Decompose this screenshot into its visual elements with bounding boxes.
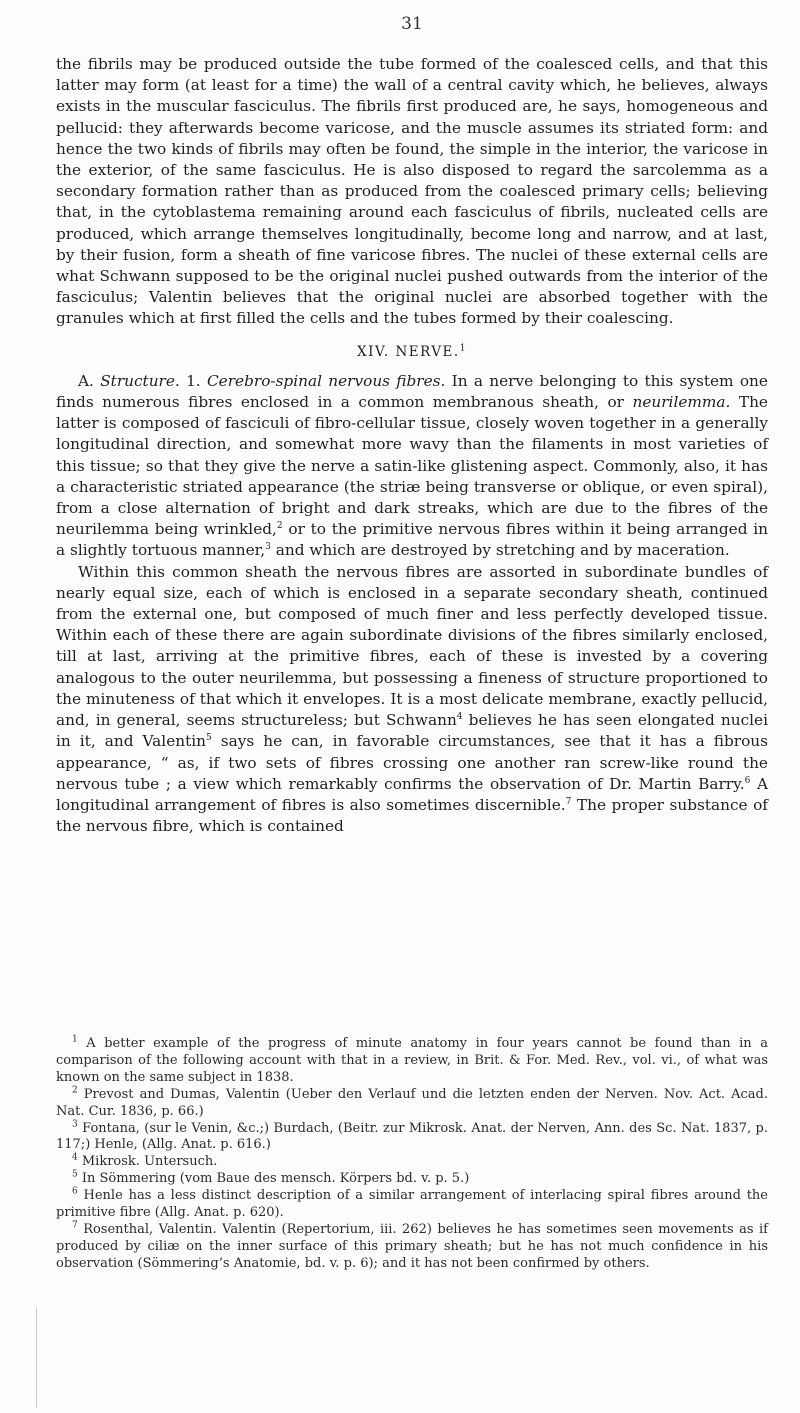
p2-text-e: The proper substance of the nervous fibre, which is contained — [56, 795, 768, 836]
binding-edge-line — [36, 1308, 37, 1408]
section-letter: A. — [78, 371, 94, 390]
footnote-number: 6 — [72, 1186, 78, 1197]
footnote-ref-4: 4 — [456, 712, 463, 722]
footnote-ref-2: 2 — [276, 521, 283, 532]
footnote — [56, 1087, 768, 1121]
footnote-text: Mikrosk. Untersuch. — [81, 1154, 218, 1170]
footnote — [56, 1188, 768, 1222]
footnote-ref-7: 7 — [565, 796, 572, 807]
p2-text-a: Within this common sheath the nervous fibres are assorted in subordinate bundles of nearly equal size, each of which is enclosed in a separate secondary sheath, continued from the external one, but composed of much finer and less perfectly developed tissue. Within each of these there are again subordinate divisions of the fibres similarly enclosed, till at last, arriving at the primitive fibres, each of these is invested by a covering analogous to the outer neurilemma, but possessing a fineness of structure proportioned to the minuteness of that which it envelopes. It is a most delicate membrane, exactly pellucid, and, in general, seems structureless; but Schwann — [56, 562, 768, 730]
subsection-number: 1. — [186, 371, 201, 390]
p2-text-b: believes he has seen elongated nuclei in it, and Valentin — [56, 711, 768, 751]
footnote-text: In Sömmering (vom Baue des mensch. Körpers bd. v. p. 5.) — [81, 1171, 470, 1187]
footnote — [56, 1222, 768, 1273]
footnote-number: 3 — [72, 1119, 78, 1130]
sheath-paragraph — [56, 562, 768, 838]
footnote — [56, 1171, 768, 1188]
section-heading — [56, 342, 768, 363]
p2-text-c: says he can, in favorable circumstances, see that it has a fibrous appearance, “ as, if two sets of fibres crossing one another ran screw-like round the nervous tube ; a view which remarkably confirms the observation of Dr. Martin Barry. — [56, 732, 768, 793]
footnote-ref-1: 1 — [459, 343, 467, 354]
footnotes — [56, 1036, 768, 1273]
footnote-text: Rosenthal, Valentin. Valentin (Repertorium, iii. 262) believes he has sometimes seen movements as if produced by ciliæ on the inner surface of this primary sheath; but he has not much confidence in his observation (Sömmering’s Anatomie, bd. v. p. 6); and it has not been confirmed by others. — [56, 1221, 768, 1271]
p1-text-b: The latter is composed of fasciculi of fibro-cellular tissue, closely woven together in a generally longitudinal direction, and somewhat more wavy than the filaments in most varieties of this tissue; so that they give the nerve a satin-like glistening aspect. Commonly, also, it has a characteristic striated appearance (the striæ being transverse or oblique, or even spiral), from a close alternation of bright and dark streaks, which are due to the fibres of the neurilemma being wrinkled, — [56, 393, 768, 539]
p1-text-a: In a nerve belonging to this system one finds numerous fibres enclosed in a common membranous sheath, or — [56, 371, 768, 412]
footnote-text: Fontana, (sur le Venin, &c.;) Burdach, (Beitr. zur Mikrosk. Anat. der Nerven, Ann. des Sc. Nat. 1837, p. 117;) Henle, (Allg. Anat. p. 616.) — [56, 1120, 768, 1153]
structure-paragraph — [56, 371, 768, 562]
page-number: 31 — [401, 14, 423, 34]
footnote — [56, 1036, 768, 1087]
footnote-text: Prevost and Dumas, Valentin (Ueber den Verlauf und die letzten enden der Nerven. Nov. Act. Acad. Nat. Cur. 1836, p. 66.) — [56, 1086, 768, 1119]
footnote — [56, 1121, 768, 1155]
continuation-paragraph: the fibrils may be produced outside the tube formed of the coalesced cells, and that this latter may form (at least for a time) the wall of a central cavity which, he believes, always exists in the muscular fasciculus. The fibrils first produced are, he says, homogeneous and pellucid: they afterwards become varicose, and the muscle assumes its striated form: and hence the two kinds of fibrils may often be found, the simple in the interior, the varicose in the exterior, of the same fasciculus. He is also disposed to regard the sarcolemma as a secondary formation rather than as produced from the coalesced primary cells; believing that, in the cytoblastema remaining around each fasciculus of fibrils, nucleated cells are produced, which arrange themselves longitudinally, become long and narrow, and at last, by their fusion, form a sheath of fine varicose fibres. The nuclei of these external cells are what Schwann supposed to be the original nuclei pushed outwards from the interior of the fasciculus; Valentin believes that the original nuclei are absorbed together with the granules which at first filled the cells and the tubes formed by their coalescing. — [56, 55, 768, 328]
footnote-ref-3: 3 — [265, 542, 271, 553]
footnote-text: A better example of the progress of minute anatomy in four years cannot be found than in a comparison of the following account with that in a review, in Brit. & For. Med. Rev., vol. vi., of what was known on the same subject in 1838. — [56, 1036, 768, 1085]
footnote-ref-5: 5 — [206, 733, 212, 744]
footnote-number: 4 — [72, 1153, 78, 1164]
p2-text-d: A longitudinal arrangement of fibres is also sometimes discernible. — [56, 774, 768, 814]
neurilemma-term: neurilemma. — [632, 393, 731, 412]
footnote-number: 1 — [72, 1034, 78, 1045]
footnote-number: 7 — [72, 1220, 78, 1231]
footnote-number: 2 — [72, 1085, 78, 1096]
p1-text-c: or to the primitive nervous fibres within it being arranged in a slightly tortuous manner, — [56, 520, 768, 560]
section-title: Structure. — [100, 371, 180, 390]
footnote-number: 5 — [72, 1169, 78, 1180]
subsection-title: Cerebro-spinal nervous fibres. — [206, 371, 446, 390]
body-text — [56, 54, 768, 837]
footnote-text: Henle has a less distinct description of a similar arrangement of interlacing spiral fibres around the primitive fibre (Allg. Anat. p. 620). — [56, 1188, 768, 1221]
p1-text-d: and which are destroyed by stretching and by maceration. — [275, 541, 730, 560]
footnote — [56, 1154, 768, 1171]
heading-text: XIV. NERVE. — [357, 343, 460, 360]
footnote-ref-6: 6 — [744, 775, 751, 786]
